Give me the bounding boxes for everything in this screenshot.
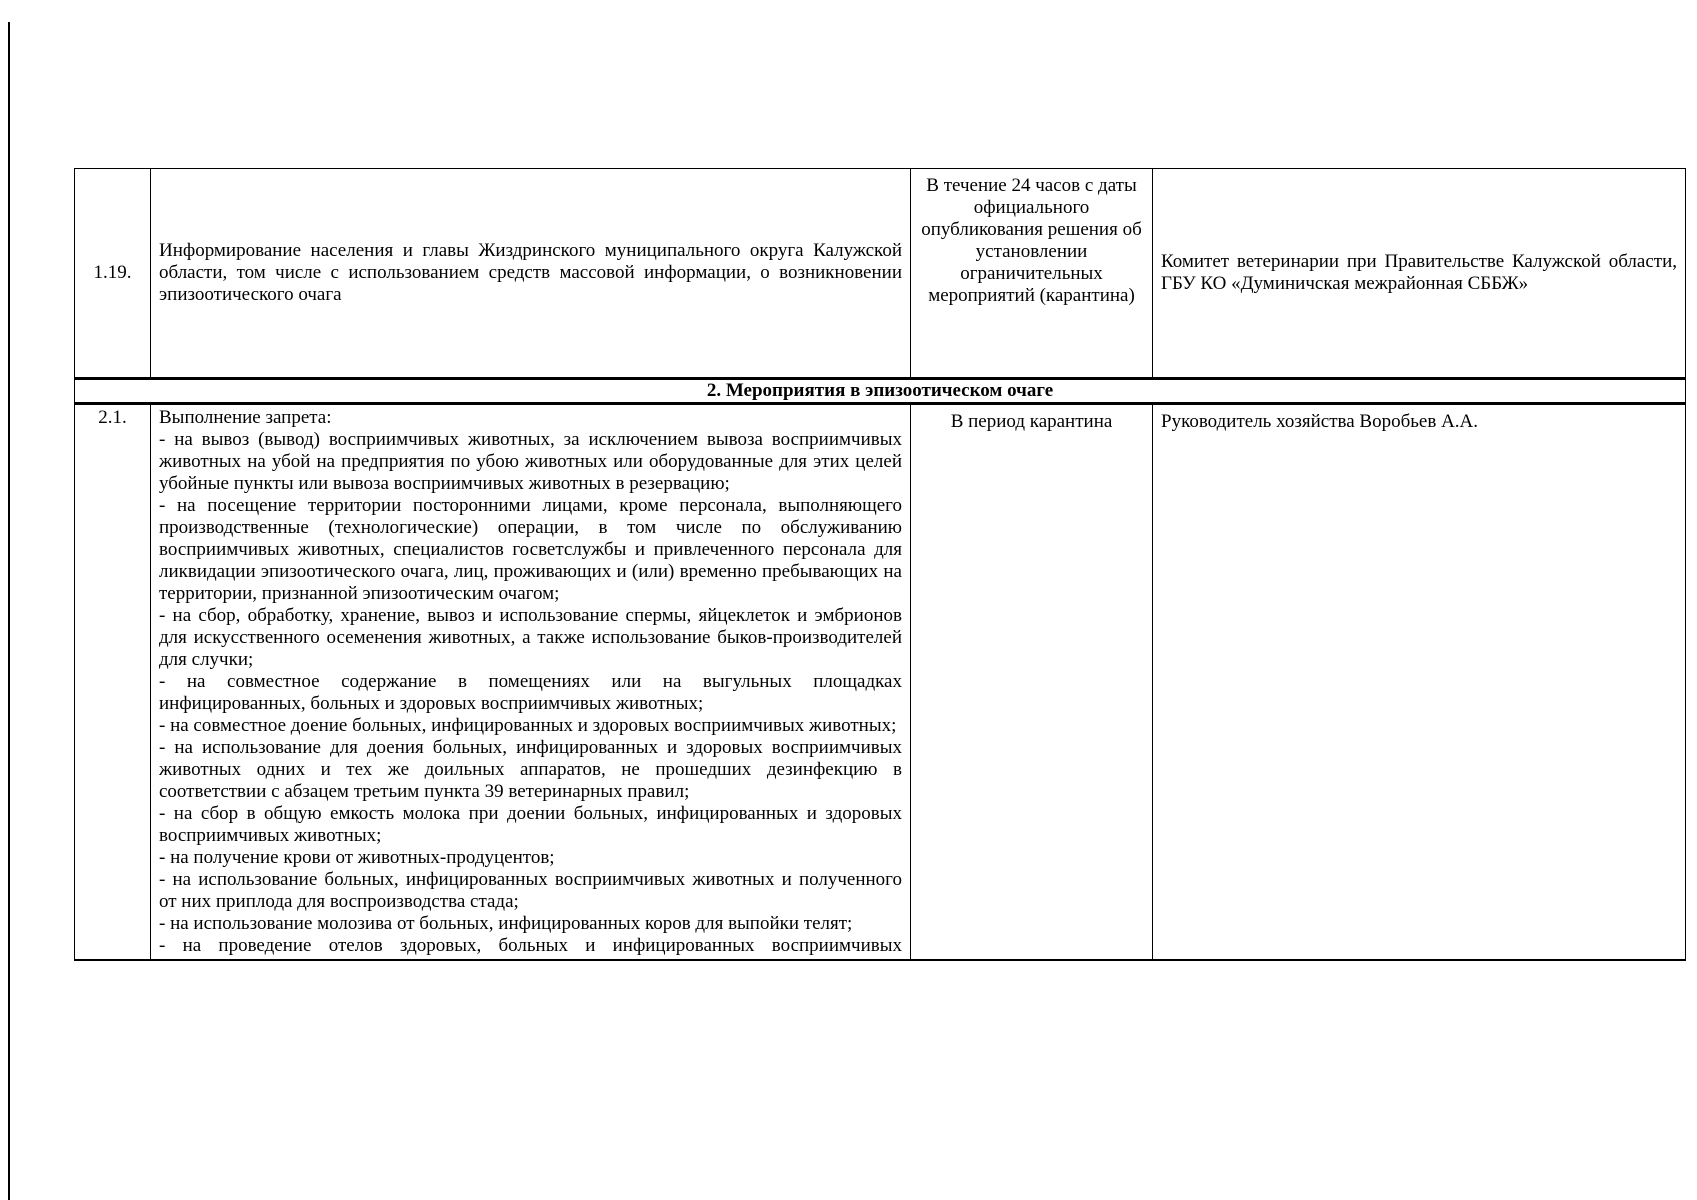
prohibition-item: - на использование молозива от больных, инфицированных коров для выпойки телят; [159,913,853,934]
page-margin-line [8,22,10,1200]
description-intro: Выполнение запрета: [159,407,332,428]
prohibition-item: - на сбор, обработку, хранение, вывоз и использование спермы, яйцеклеток и эмбрионов для искусственного осеменения животных, а также использование быков-производителей для случки; [159,605,902,670]
row-description: Информирование населения и главы Жиздринского муниципального округа Калужской области, том числе с использованием средств массовой информации, о возникновении эпизоотического очага [151,169,911,379]
section-title: 2. Мероприятия в эпизоотическом очаге [75,379,1686,404]
prohibition-item: - на посещение территории посторонними лицами, кроме персонала, выполняющего производственные (технологические) операции, в том числе по обслуживанию восприимчивых животных, специалистов госветслужбы и привлеченного персонала для ликвидации эпизоотического очага, лиц, проживающих и (или) временно пребывающих на территории, признанной эпизоотическим очагом; [159,495,902,604]
measures-table [74,168,1686,961]
row-responsible: Руководитель хозяйства Воробьев А.А. [1153,404,1686,961]
table-row [75,404,1686,961]
row-responsible: Комитет ветеринарии при Правительстве Калужской области, ГБУ КО «Думиничская межрайонная СББЖ» [1153,169,1686,379]
prohibition-item: - на вывоз (вывод) восприимчивых животных, за исключением вывоза восприимчивых животных на убой на предприятия по убою животных или оборудованные для этих целей убойные пункты или вывоза восприимчивых животных в резервацию; [159,429,902,494]
prohibition-item: - на сбор в общую емкость молока при доении больных, инфицированных и здоровых восприимчивых животных; [159,803,902,846]
section-header-row [75,379,1686,404]
prohibition-item: - на получение крови от животных-продуцентов; [159,847,555,868]
prohibition-item: - на использование для доения больных, инфицированных и здоровых восприимчивых животных одних и тех же доильных аппаратов, не прошедших дезинфекцию в соответствии с абзацем третьим пункта 39 ветеринарных правил; [159,737,902,802]
row-number: 1.19. [75,169,151,379]
prohibition-item: - на использование больных, инфицированных восприимчивых животных и полученного от них приплода для воспроизводства стада; [159,869,902,912]
row-description [151,404,911,961]
prohibition-item: - на совместное содержание в помещениях или на выгульных площадках инфицированных, больных и здоровых восприимчивых животных; [159,671,902,714]
row-number: 2.1. [75,404,151,961]
row-term: В период карантина [911,404,1153,961]
table-row [75,169,1686,379]
row-term: В течение 24 часов с даты официального опубликования решения об установлении ограничительных мероприятий (карантина) [911,169,1153,379]
prohibition-item: - на совместное доение больных, инфицированных и здоровых восприимчивых животных; [159,715,897,736]
prohibition-item: - на проведение отелов здоровых, больных и инфицированных восприимчивых [159,935,902,956]
